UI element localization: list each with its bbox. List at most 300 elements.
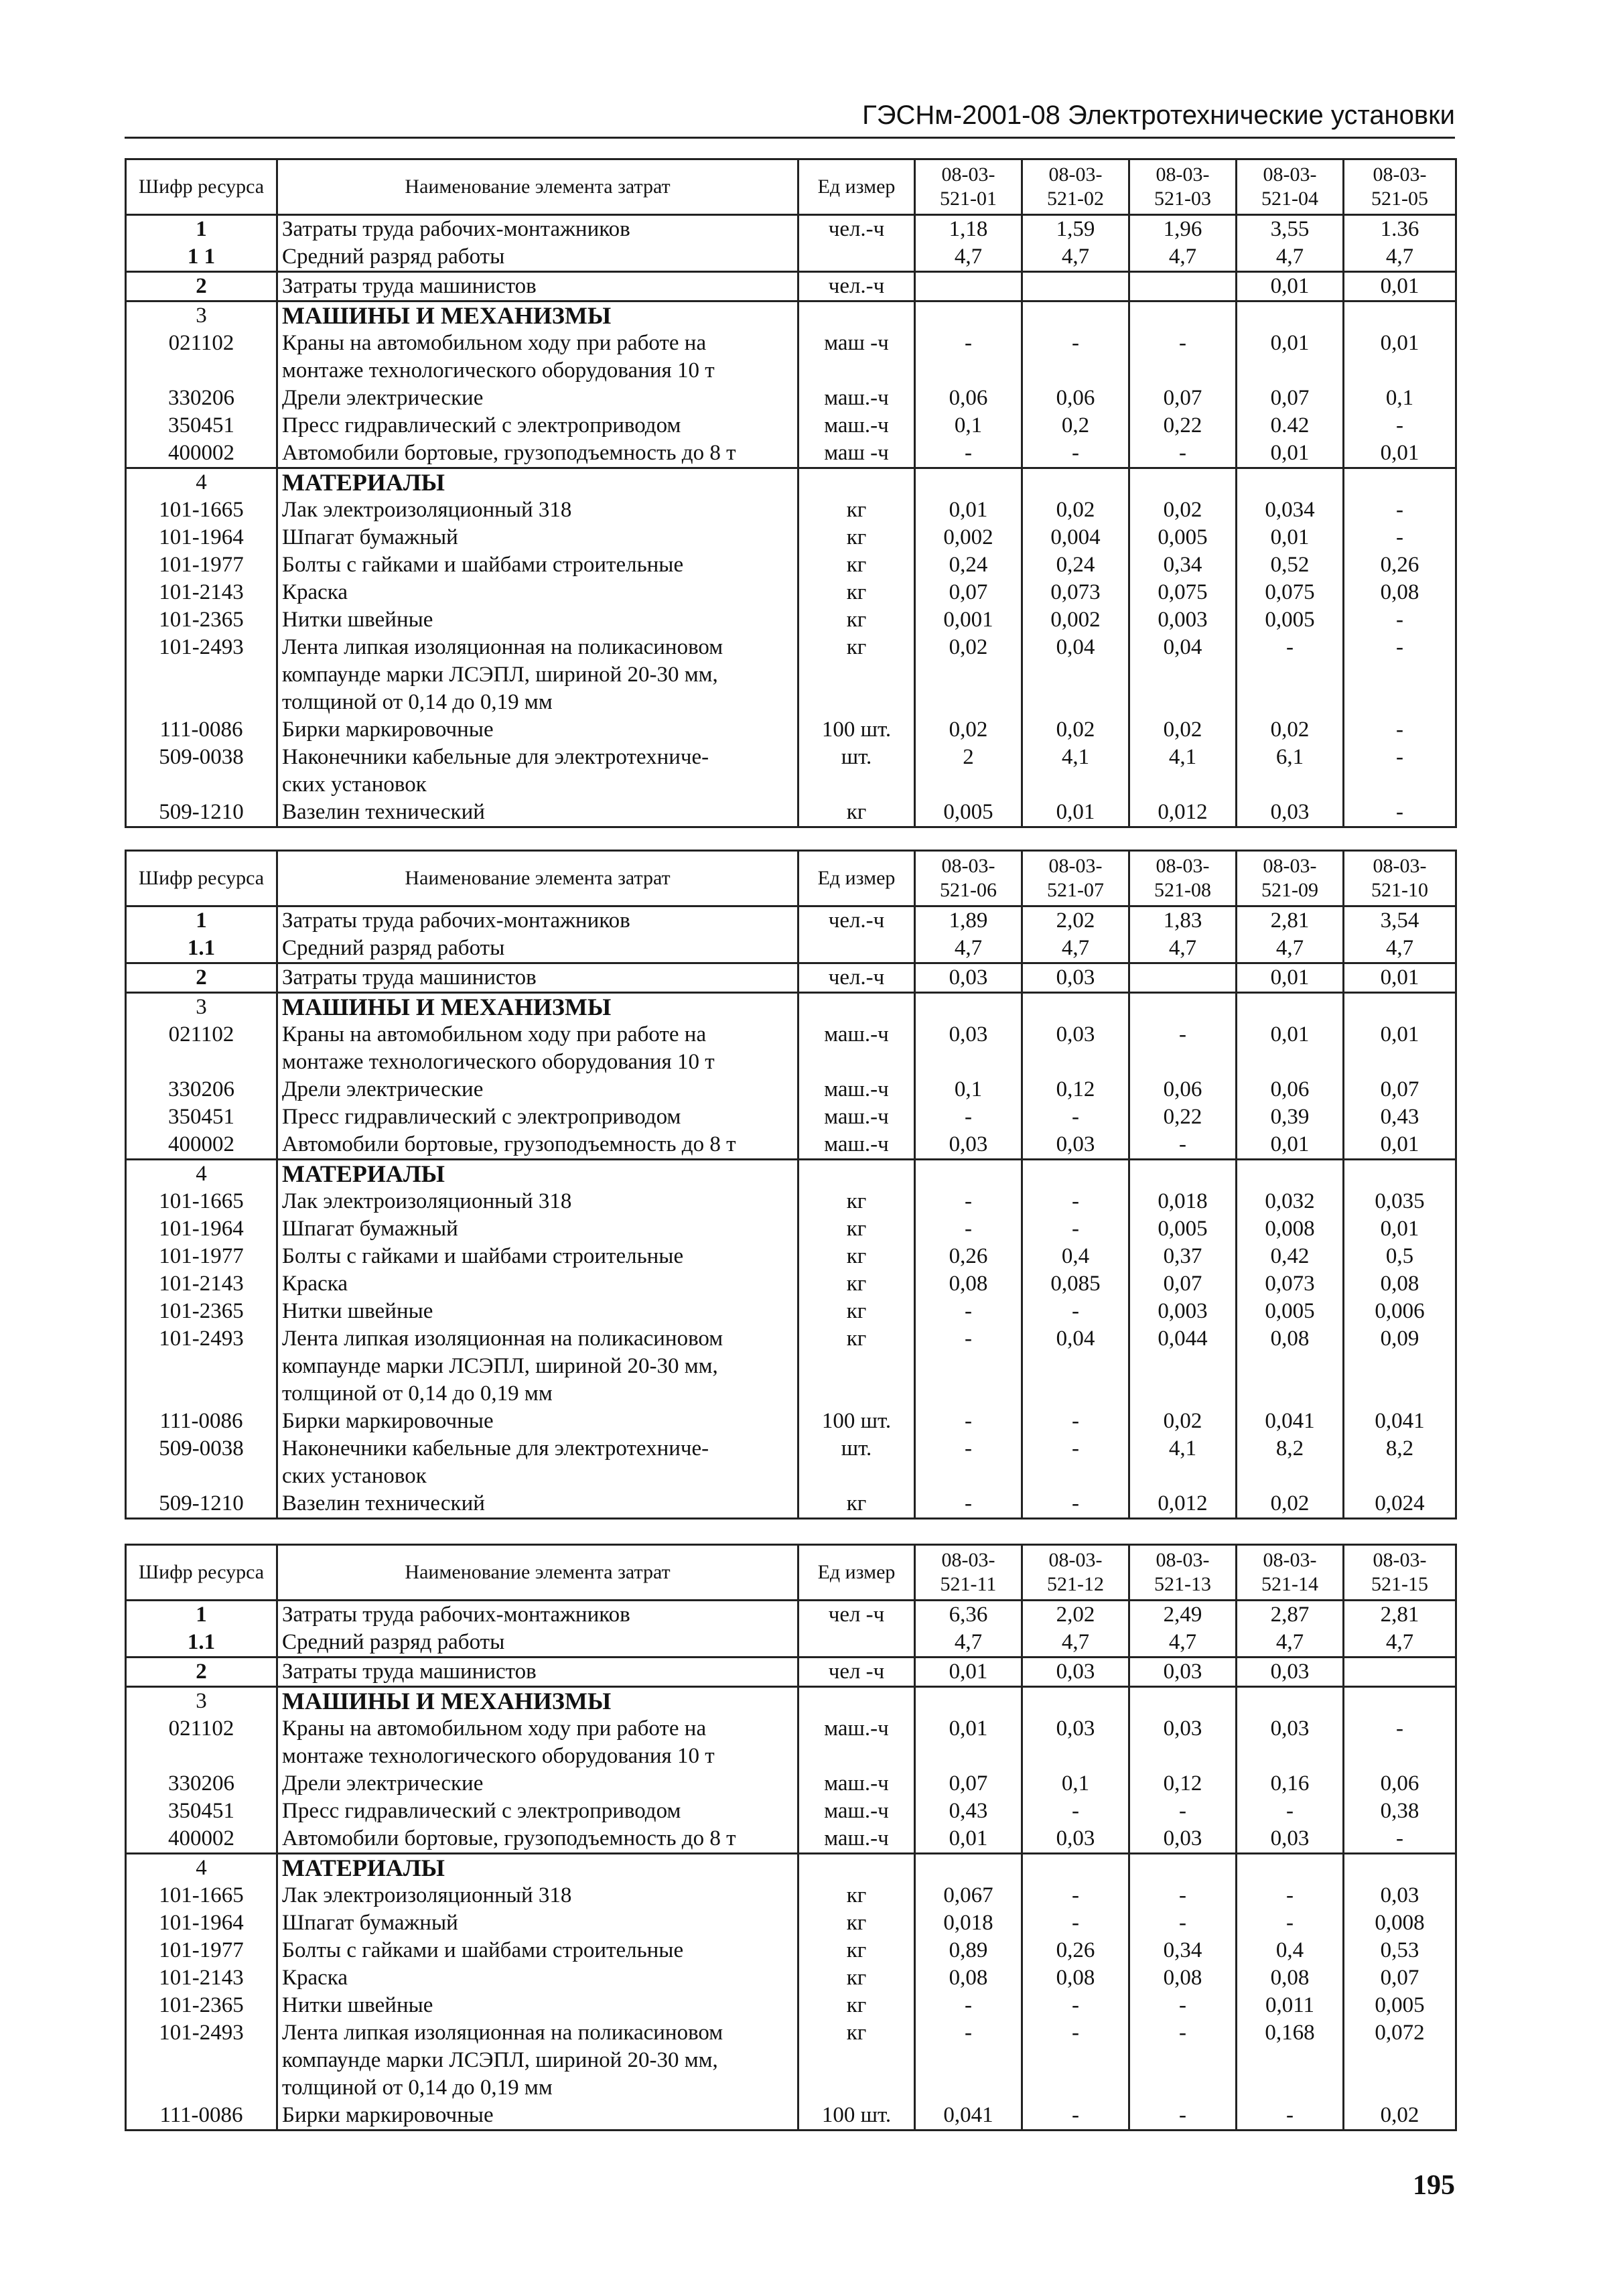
value-cell: 0,16: [1237, 1770, 1344, 1798]
value-cell: -: [1022, 1909, 1129, 1937]
norm-code-line: 521-04: [1261, 188, 1318, 210]
resource-name: [277, 606, 798, 634]
column-header-norm: [1022, 159, 1129, 215]
value-cell: 0,01: [1344, 1215, 1456, 1243]
unit-cell: [798, 935, 915, 963]
norm-code-line: 521-13: [1154, 1573, 1211, 1595]
value-cell: 0,07: [915, 579, 1022, 606]
column-header-norm: [915, 1545, 1022, 1601]
resource-code: 4: [126, 1160, 277, 1189]
value-cell: 0,032: [1237, 1188, 1344, 1215]
norm-code-line: 08-03-: [941, 1549, 995, 1571]
value-cell: 0,008: [1344, 1909, 1456, 1937]
table-row: [126, 799, 1456, 827]
resource-name-line: компаунде марки ЛСЭПЛ, шириной 20-30 мм,: [282, 2048, 718, 2072]
column-header-norm: [1237, 1545, 1344, 1601]
resource-code: 101-2143: [126, 1964, 277, 1992]
value-cell: 0,006: [1344, 1298, 1456, 1325]
table-row: [126, 744, 1456, 799]
resource-name-line: Нитки швейные: [282, 1993, 433, 2017]
value-cell: -: [1237, 1909, 1344, 1937]
resource-name-line: Лента липкая изоляционная на поликасиновом: [282, 2021, 723, 2045]
value-cell: 0,01: [1022, 799, 1129, 827]
resource-name: [277, 440, 798, 468]
resource-name: [277, 1021, 798, 1076]
value-cell: 0,03: [1237, 1658, 1344, 1687]
resource-name: [277, 215, 798, 244]
column-header-name: Наименование элемента затрат: [277, 1545, 798, 1601]
resource-name: [277, 579, 798, 606]
value-cell: 0,04: [1129, 634, 1237, 716]
unit-cell: кг: [798, 606, 915, 634]
table-row: [126, 1658, 1456, 1687]
column-header-code: Шифр ресурса: [126, 159, 277, 215]
resource-name-line: Средний разряд работы: [282, 936, 505, 960]
value-cell: 0,12: [1022, 1076, 1129, 1103]
resource-code: 509-0038: [126, 1435, 277, 1490]
section-row: [126, 1687, 1456, 1716]
resource-name: [277, 716, 798, 744]
value-cell: 4,7: [1237, 935, 1344, 963]
table-row: [126, 1215, 1456, 1243]
value-cell: 2,49: [1129, 1601, 1237, 1629]
resource-name-line: МАШИНЫ И МЕХАНИЗМЫ: [282, 302, 612, 329]
value-cell: 0,01: [915, 496, 1022, 524]
value-cell: 0,03: [1022, 1825, 1129, 1854]
resource-code: 101-1665: [126, 1188, 277, 1215]
unit-cell: кг: [798, 496, 915, 524]
value-cell: 0,01: [1344, 272, 1456, 301]
value-cell: 0,24: [1022, 551, 1129, 579]
value-cell: 0,018: [1129, 1188, 1237, 1215]
value-cell: 6,1: [1237, 744, 1344, 799]
value-cell: 0,01: [915, 1658, 1022, 1687]
value-cell: [1344, 1658, 1456, 1687]
resource-code: 1.1: [126, 1629, 277, 1658]
resource-code: 400002: [126, 1825, 277, 1854]
value-cell: 1.36: [1344, 215, 1456, 244]
resource-name-line: ских установок: [282, 772, 427, 797]
column-header-unit: Ед измер: [798, 159, 915, 215]
unit-cell: чел.-ч: [798, 215, 915, 244]
resource-code: 4: [126, 1854, 277, 1883]
resource-code: 101-1977: [126, 1243, 277, 1270]
unit-cell: шт.: [798, 744, 915, 799]
value-cell: 0,011: [1237, 1992, 1344, 2019]
resource-name: [277, 412, 798, 440]
value-cell: -: [915, 1188, 1022, 1215]
resource-name: [277, 1825, 798, 1854]
table-row: [126, 551, 1456, 579]
norm-code-line: 08-03-: [1373, 163, 1427, 186]
table-row: [126, 1021, 1456, 1076]
unit-cell: кг: [798, 1325, 915, 1408]
value-cell: -: [915, 1408, 1022, 1435]
unit-cell: кг: [798, 1909, 915, 1937]
norm-code-line: 521-14: [1261, 1573, 1318, 1595]
value-cell: 4,7: [915, 1629, 1022, 1658]
value-cell: 0,43: [915, 1798, 1022, 1825]
resource-name: [277, 1798, 798, 1825]
value-cell: 6,36: [915, 1601, 1022, 1629]
resource-name: [277, 1658, 798, 1687]
value-cell: -: [915, 1490, 1022, 1519]
value-cell: -: [1344, 412, 1456, 440]
unit-cell: [798, 993, 915, 1022]
value-cell: [1129, 963, 1237, 993]
value-cell: -: [1237, 2102, 1344, 2131]
resource-name: [277, 243, 798, 272]
value-cell: 0,03: [1022, 1131, 1129, 1160]
value-cell: 0,08: [1344, 1270, 1456, 1298]
value-cell: 0,34: [1129, 1937, 1237, 1964]
resource-name-line: Бирки маркировочные: [282, 718, 494, 742]
value-cell: [915, 272, 1022, 301]
resource-code: 101-2493: [126, 2019, 277, 2102]
value-cell: 0,08: [1022, 1964, 1129, 1992]
norm-code-line: 08-03-: [941, 855, 995, 877]
resource-table: [125, 158, 1457, 828]
table-row: [126, 1270, 1456, 1298]
unit-cell: 100 шт.: [798, 716, 915, 744]
table-row: [126, 1825, 1456, 1854]
resource-name-line: ских установок: [282, 1464, 427, 1488]
resource-name-line: Болты с гайками и шайбами строительные: [282, 553, 684, 577]
resource-name-line: Нитки швейные: [282, 1299, 433, 1323]
value-cell: 1,89: [915, 906, 1022, 935]
value-cell: 0,03: [1237, 1715, 1344, 1770]
table-row: [126, 385, 1456, 412]
resource-name-line: Автомобили бортовые, грузоподъемность до 8 т: [282, 1826, 736, 1850]
norm-code-line: 521-03: [1154, 188, 1211, 210]
value-cell: 4,7: [1022, 243, 1129, 272]
table-row: [126, 524, 1456, 551]
value-cell: 0,041: [915, 2102, 1022, 2131]
unit-cell: маш.-ч: [798, 385, 915, 412]
value-cell: -: [915, 330, 1022, 385]
resource-code: 111-0086: [126, 716, 277, 744]
value-cell: 0,01: [1344, 1021, 1456, 1076]
resource-name: [277, 2019, 798, 2102]
resource-name: [277, 1770, 798, 1798]
value-cell: [1022, 1854, 1129, 1883]
column-header-norm: [1344, 1545, 1456, 1601]
value-cell: -: [1022, 1215, 1129, 1243]
resource-code: 101-2493: [126, 634, 277, 716]
resource-name-line: Вазелин технический: [282, 1491, 485, 1515]
norm-code-line: 08-03-: [1048, 1549, 1103, 1571]
column-header-norm: [1237, 159, 1344, 215]
resource-name-line: компаунде марки ЛСЭПЛ, шириной 20-30 мм,: [282, 1354, 718, 1378]
value-cell: -: [1022, 1103, 1129, 1131]
resource-code: 101-1665: [126, 1882, 277, 1909]
value-cell: -: [915, 1325, 1022, 1408]
value-cell: 2,81: [1237, 906, 1344, 935]
resource-name-line: Лента липкая изоляционная на поликасиновом: [282, 635, 723, 659]
value-cell: 0,005: [1237, 1298, 1344, 1325]
resource-name-line: Наконечники кабельные для электротехниче-: [282, 1436, 709, 1461]
column-header-name: Наименование элемента затрат: [277, 851, 798, 906]
value-cell: [1237, 993, 1344, 1022]
value-cell: -: [1129, 1798, 1237, 1825]
value-cell: 0,035: [1344, 1188, 1456, 1215]
unit-cell: кг: [798, 1882, 915, 1909]
value-cell: 0,03: [1129, 1658, 1237, 1687]
value-cell: -: [1237, 634, 1344, 716]
norm-code-line: 08-03-: [1373, 855, 1427, 877]
value-cell: 0,01: [915, 1825, 1022, 1854]
value-cell: 0,01: [1237, 963, 1344, 993]
resource-name-line: толщиной от 0,14 до 0,19 мм: [282, 690, 553, 714]
table-row: [126, 963, 1456, 993]
unit-cell: маш.-ч: [798, 1770, 915, 1798]
resource-code: 330206: [126, 385, 277, 412]
resource-code: 1: [126, 215, 277, 244]
table-header-row: [126, 1545, 1456, 1601]
value-cell: 0,53: [1344, 1937, 1456, 1964]
table-row: [126, 1408, 1456, 1435]
unit-cell: маш -ч: [798, 440, 915, 468]
resource-code: 400002: [126, 1131, 277, 1160]
value-cell: 0,168: [1237, 2019, 1344, 2102]
norm-code-line: 521-15: [1371, 1573, 1428, 1595]
value-cell: 0,08: [915, 1270, 1022, 1298]
value-cell: 0,22: [1129, 412, 1237, 440]
value-cell: 0,005: [1129, 524, 1237, 551]
table-header-row: [126, 851, 1456, 906]
unit-cell: кг: [798, 1964, 915, 1992]
value-cell: 0,07: [1344, 1076, 1456, 1103]
value-cell: 0,01: [1237, 440, 1344, 468]
norm-code-line: 08-03-: [1263, 1549, 1317, 1571]
resource-name: [277, 496, 798, 524]
page-header: ГЭСНм-2001-08 Электротехнические установки: [125, 100, 1455, 139]
value-cell: [915, 468, 1022, 497]
unit-cell: маш.-ч: [798, 1715, 915, 1770]
value-cell: 0,067: [915, 1882, 1022, 1909]
unit-cell: маш.-ч: [798, 412, 915, 440]
unit-cell: чел.-ч: [798, 963, 915, 993]
value-cell: 0,01: [1344, 330, 1456, 385]
value-cell: 0,01: [1344, 1131, 1456, 1160]
table-row: [126, 2019, 1456, 2102]
resource-name-line: монтаже технологического оборудования 10 т: [282, 358, 715, 383]
unit-cell: [798, 301, 915, 330]
value-cell: [1129, 468, 1237, 497]
resource-code: 350451: [126, 412, 277, 440]
norm-code-line: 08-03-: [1263, 163, 1317, 186]
resource-name-line: Дрели электрические: [282, 1771, 484, 1796]
column-header-norm: [1344, 159, 1456, 215]
value-cell: -: [1022, 1298, 1129, 1325]
norm-code-line: 521-10: [1371, 879, 1428, 901]
value-cell: -: [915, 2019, 1022, 2102]
value-cell: 2,81: [1344, 1601, 1456, 1629]
unit-cell: [798, 468, 915, 497]
resource-name: [277, 1243, 798, 1270]
resource-name-line: Шпагат бумажный: [282, 1217, 458, 1241]
value-cell: 4,7: [1022, 1629, 1129, 1658]
table-row: [126, 330, 1456, 385]
column-header-norm: [1344, 851, 1456, 906]
value-cell: 0,002: [915, 524, 1022, 551]
value-cell: [1237, 1160, 1344, 1189]
resource-code: 101-2365: [126, 606, 277, 634]
norm-code-line: 521-12: [1047, 1573, 1104, 1595]
value-cell: 0,044: [1129, 1325, 1237, 1408]
value-cell: 0,04: [1022, 1325, 1129, 1408]
section-title: [277, 468, 798, 497]
value-cell: 0,06: [1129, 1076, 1237, 1103]
value-cell: [1344, 468, 1456, 497]
value-cell: 0,1: [915, 412, 1022, 440]
value-cell: -: [915, 1435, 1022, 1490]
section-title: [277, 301, 798, 330]
resource-code: 111-0086: [126, 1408, 277, 1435]
resource-name: [277, 2102, 798, 2131]
value-cell: [915, 301, 1022, 330]
norm-code-line: 08-03-: [1156, 1549, 1210, 1571]
section-row: [126, 993, 1456, 1022]
norm-code-line: 08-03-: [1048, 855, 1103, 877]
value-cell: 0,002: [1022, 606, 1129, 634]
resource-code: 509-0038: [126, 744, 277, 799]
value-cell: 0,08: [1129, 1964, 1237, 1992]
value-cell: [1022, 1160, 1129, 1189]
table-row: [126, 935, 1456, 963]
value-cell: -: [915, 440, 1022, 468]
value-cell: 0,03: [1022, 1715, 1129, 1770]
value-cell: 0,001: [915, 606, 1022, 634]
value-cell: 0,02: [1022, 716, 1129, 744]
table-row: [126, 1882, 1456, 1909]
value-cell: 4,1: [1022, 744, 1129, 799]
resource-name: [277, 963, 798, 993]
value-cell: 0,06: [1237, 1076, 1344, 1103]
value-cell: 0,041: [1237, 1408, 1344, 1435]
resource-code: 330206: [126, 1770, 277, 1798]
resource-name-line: Дрели электрические: [282, 386, 484, 410]
value-cell: -: [1129, 1882, 1237, 1909]
resource-name: [277, 1992, 798, 2019]
table-row: [126, 1325, 1456, 1408]
table-row: [126, 2102, 1456, 2131]
value-cell: 4,7: [1344, 1629, 1456, 1658]
resource-name: [277, 1270, 798, 1298]
value-cell: [915, 1160, 1022, 1189]
table-row: [126, 1770, 1456, 1798]
unit-cell: маш.-ч: [798, 1131, 915, 1160]
resource-name-line: Лента липкая изоляционная на поликасиновом: [282, 1327, 723, 1351]
section-title: [277, 993, 798, 1022]
resource-code: 3: [126, 993, 277, 1022]
resource-name: [277, 935, 798, 963]
resource-name-line: Дрели электрические: [282, 1077, 484, 1101]
resource-name-line: монтаже технологического оборудования 10 т: [282, 1744, 715, 1768]
value-cell: [1022, 468, 1129, 497]
value-cell: 0,02: [1022, 496, 1129, 524]
value-cell: 0,26: [915, 1243, 1022, 1270]
resource-name: [277, 330, 798, 385]
value-cell: -: [1129, 1909, 1237, 1937]
value-cell: 0,02: [1344, 2102, 1456, 2131]
resource-code: 111-0086: [126, 2102, 277, 2131]
value-cell: 0,008: [1237, 1215, 1344, 1243]
resource-table: [125, 850, 1457, 1520]
resource-name: [277, 1435, 798, 1490]
value-cell: 0,12: [1129, 1770, 1237, 1798]
table-row: [126, 496, 1456, 524]
resource-name-line: Шпагат бумажный: [282, 525, 458, 549]
value-cell: 0,38: [1344, 1798, 1456, 1825]
value-cell: 0,1: [1344, 385, 1456, 412]
value-cell: [1129, 301, 1237, 330]
resource-name-line: Средний разряд работы: [282, 245, 505, 269]
value-cell: 0,073: [1237, 1270, 1344, 1298]
unit-cell: кг: [798, 1243, 915, 1270]
unit-cell: кг: [798, 524, 915, 551]
value-cell: -: [1344, 496, 1456, 524]
value-cell: 0,22: [1129, 1103, 1237, 1131]
column-header-unit: Ед измер: [798, 851, 915, 906]
resource-name-line: Лак электроизоляционный 318: [282, 498, 572, 522]
table-row: [126, 906, 1456, 935]
value-cell: 0.42: [1237, 412, 1344, 440]
resource-name-line: Лак электроизоляционный 318: [282, 1883, 572, 1907]
value-cell: 4,1: [1129, 1435, 1237, 1490]
resource-name-line: Затраты труда машинистов: [282, 274, 537, 298]
value-cell: 0,03: [1022, 1021, 1129, 1076]
value-cell: -: [1022, 1408, 1129, 1435]
value-cell: 0,34: [1129, 551, 1237, 579]
table-row: [126, 215, 1456, 244]
table-row: [126, 1715, 1456, 1770]
value-cell: 8,2: [1344, 1435, 1456, 1490]
unit-cell: кг: [798, 1992, 915, 2019]
table-row: [126, 1992, 1456, 2019]
table-row: [126, 1798, 1456, 1825]
value-cell: 0,07: [1237, 385, 1344, 412]
norm-code-line: 521-09: [1261, 879, 1318, 901]
value-cell: -: [1344, 716, 1456, 744]
value-cell: -: [1237, 1882, 1344, 1909]
value-cell: 0,09: [1344, 1325, 1456, 1408]
column-header-norm: [915, 851, 1022, 906]
value-cell: 0,012: [1129, 799, 1237, 827]
value-cell: [1237, 1687, 1344, 1716]
resource-code: 2: [126, 963, 277, 993]
column-header-unit: Ед измер: [798, 1545, 915, 1601]
norm-code-line: 08-03-: [1263, 855, 1317, 877]
value-cell: [1129, 1854, 1237, 1883]
resource-code: 021102: [126, 1021, 277, 1076]
resource-code: 101-1977: [126, 1937, 277, 1964]
norm-code-line: 521-11: [940, 1573, 997, 1595]
resource-code: 101-2143: [126, 1270, 277, 1298]
value-cell: -: [915, 1298, 1022, 1325]
value-cell: [915, 1854, 1022, 1883]
resource-code: 2: [126, 272, 277, 301]
value-cell: [1129, 1160, 1237, 1189]
value-cell: 1,18: [915, 215, 1022, 244]
value-cell: 0,07: [1129, 385, 1237, 412]
resource-name: [277, 1076, 798, 1103]
value-cell: 0,075: [1129, 579, 1237, 606]
resource-code: 101-2365: [126, 1992, 277, 2019]
value-cell: 3,55: [1237, 215, 1344, 244]
value-cell: 0,005: [1129, 1215, 1237, 1243]
unit-cell: кг: [798, 551, 915, 579]
